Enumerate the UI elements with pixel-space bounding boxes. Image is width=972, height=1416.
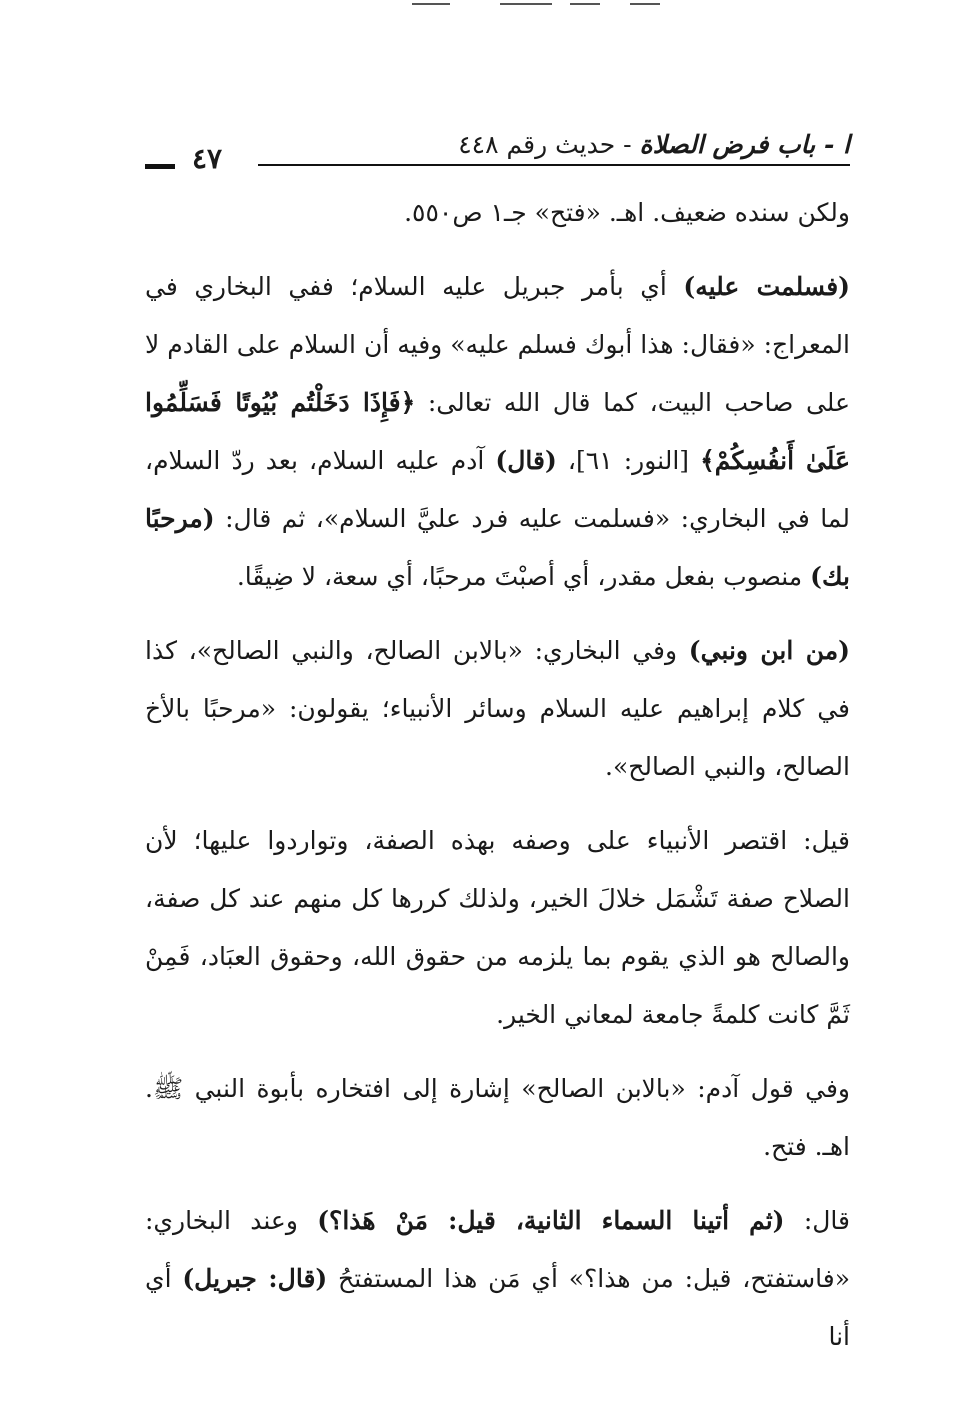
text-run: وعند البخاري: «فاستفتح، قيل: من هذا؟» أي مَن هذا المستفتحُ [145, 1206, 851, 1293]
bold-phrase: (قال: جبريل) [182, 1264, 328, 1293]
running-header [140, 118, 850, 178]
bold-phrase: (ثم أتينا السماء الثانية، قيل: مَنْ هَذا؟) [317, 1206, 785, 1235]
paragraph [145, 622, 850, 796]
text-run: وفي البخاري: «بالابن الصالح، والنبي الصالح»، كذا في كلام إبراهيم عليه السلام وسائر الأنبياء؛ يقولون: «مرحبًا بالأخ الصالح، والنبي الصالح». [145, 636, 850, 781]
paragraph [145, 1060, 850, 1176]
text-run: أي أنا [145, 1264, 850, 1351]
text-run: آدم عليه السلام، بعد ردّ السلام، لما في البخاري: «فسلمت عليه فرد عليَّ السلام»، ثم قال: [145, 446, 850, 533]
header-dash [145, 164, 175, 169]
paragraph [145, 1192, 850, 1366]
header-rule [258, 164, 850, 166]
bold-phrase: (مرحبًا بك) [145, 504, 850, 591]
text-run: منصوب بفعل مقدر، أي أصبْتَ مرحبًا، أي سعة، لا ضِيقًا. [236, 562, 811, 591]
header-hadith: حديث رقم ٤٤٨ [458, 130, 616, 159]
page-number: ٤٧ [192, 142, 223, 175]
bold-phrase: (فسلمت عليه) [683, 272, 850, 301]
scan-top-marks [400, 0, 670, 10]
paragraph [145, 184, 850, 242]
text-run: قال: [784, 1206, 850, 1235]
bold-phrase: (قال) [495, 446, 557, 475]
paragraph [145, 258, 850, 606]
bold-phrase: (من ابن ونبي) [688, 636, 850, 665]
text-run: وفي قول آدم: «بالابن الصالح» إشارة إلى افتخاره بأبوة النبي ﷺ. اهـ. فتح. [145, 1074, 850, 1161]
body-text [145, 184, 850, 1366]
text-run: أي بأمر جبريل عليه السلام؛ ففي البخاري في المعراج: «فقال: هذا أبوك فسلم عليه» وفيه أن السلام على القادم لا على صاحب البيت، كما قال الله تعالى: [145, 272, 850, 417]
bold-phrase: ﴿فَإِذَا دَخَلْتُم بُيُوتًا فَسَلِّمُوا عَلَىٰ أَنفُسِكُمْ﴾ [145, 388, 850, 475]
header-separator: - [615, 130, 640, 159]
header-title [458, 130, 850, 159]
text-run: قيل: اقتصر الأنبياء على وصفه بهذه الصفة، وتواردوا عليها؛ لأن الصلاح صفة تَشْمَل خلالَ الخير، ولذلك كررها كل منهم عند كل صفة، والصالح هو الذي يقوم بما يلزمه من حقوق الله، وحقوق العبَاد، فَمِنْ ثَمَّ كانت كلمةً جامعة لمعاني الخير. [145, 826, 850, 1029]
paragraph [145, 812, 850, 1044]
text-run: ولكن سنده ضعيف. اهـ. «فتح» جـ١ ص٥٥٠. [404, 198, 850, 227]
text-run: [النور: ٦١]، [556, 446, 701, 475]
header-section: ا - باب فرض الصلاة [639, 130, 850, 159]
